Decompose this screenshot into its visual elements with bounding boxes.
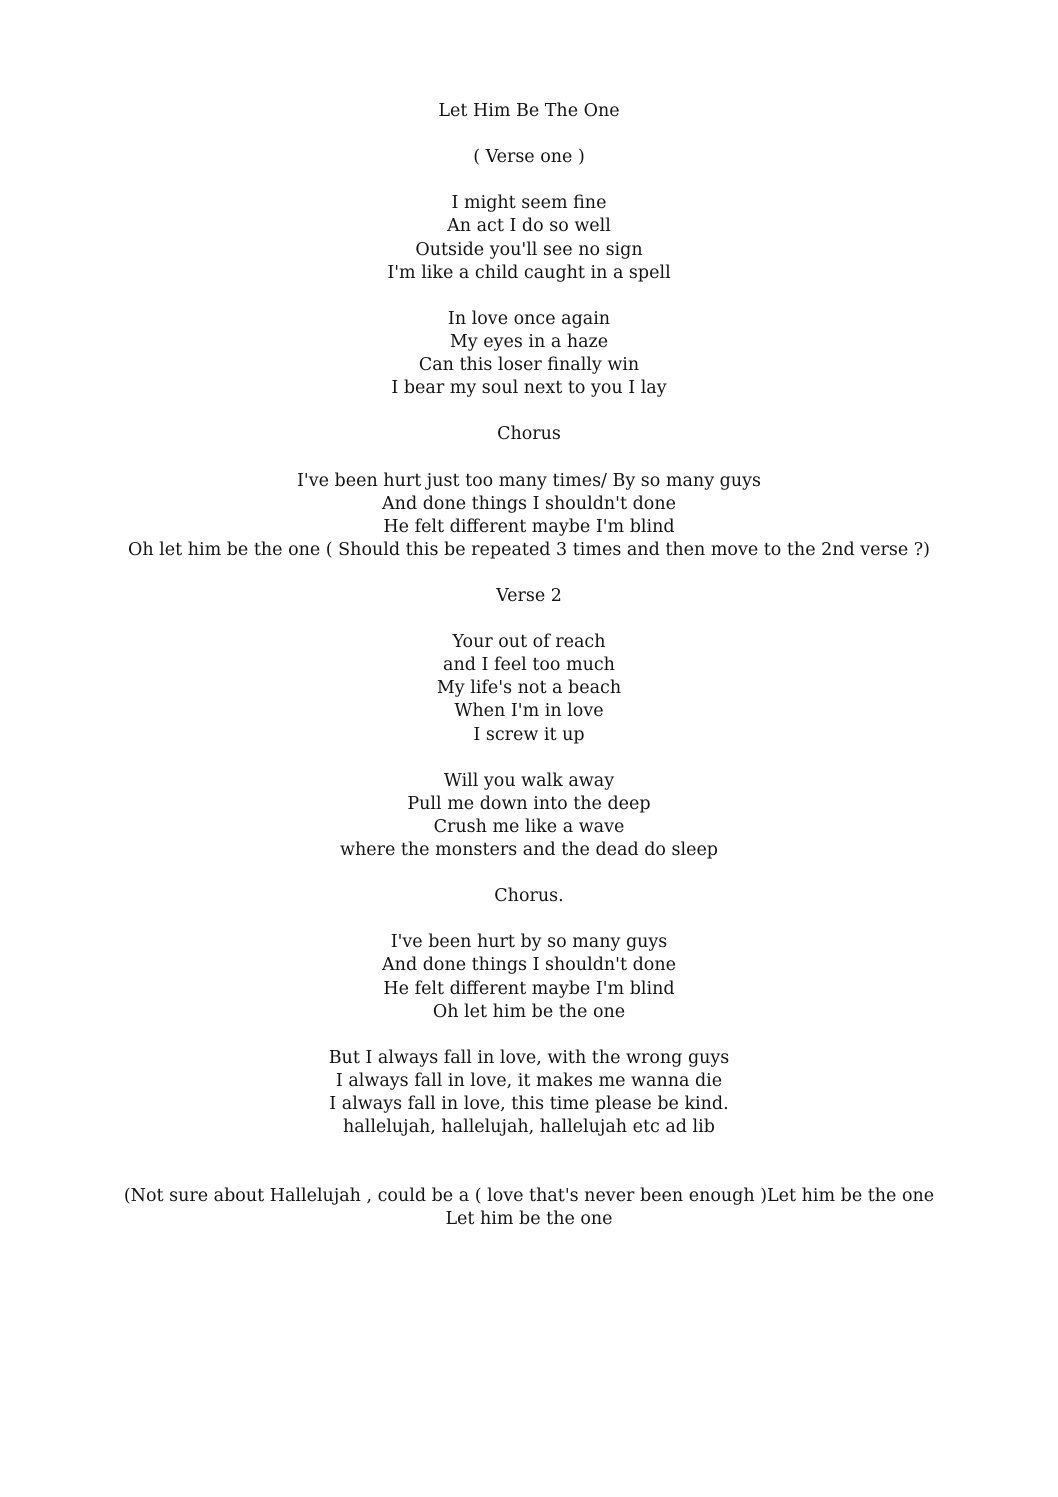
lyric-line: I always fall in love, it makes me wanna die [335,1070,723,1091]
lyric-line: Outside you'll see no sign [415,239,643,260]
section-heading: Chorus. [494,886,564,907]
lyric-line: I've been hurt by so many guys [390,932,668,953]
lyric-line: Can this loser finally win [418,355,640,376]
lyric-line: I've been hurt just too many times/ By so many guys [297,470,761,491]
verse-one-heading [0,146,1058,169]
lyric-line: My life's not a beach [436,678,622,699]
verse-one-stanza-1 [0,192,1058,284]
lyric-line: Oh let him be the one [432,1001,626,1022]
lyrics-text [0,100,1058,1231]
lyric-line: But I always fall in love, with the wrong guys [328,1047,730,1068]
section-heading: ( Verse one ) [473,147,585,168]
lyric-line: hallelujah, hallelujah, hallelujah etc ad lib [343,1117,715,1138]
lyric-line: My eyes in a haze [449,331,609,352]
closing-note [0,1185,1058,1231]
chorus-1 [0,470,1058,562]
song-title-text: Let Him Be The One [438,101,620,121]
lyric-line: Let him be the one [445,1209,613,1230]
chorus-heading-1 [0,423,1058,446]
lyric-line: He felt different maybe I'm blind [383,516,675,537]
lyric-line: When I'm in love [454,701,604,722]
lyric-line: I bear my soul next to you I lay [391,378,667,399]
song-title [0,100,1058,123]
verse-two-stanza-1 [0,631,1058,746]
bridge [0,1047,1058,1139]
lyric-line: In love once again [447,308,611,329]
verse-one-stanza-2 [0,308,1058,400]
lyric-line: I screw it up [473,724,585,745]
lyric-line: Your out of reach [452,632,606,653]
verse-two-heading [0,585,1058,608]
verse-two-stanza-2 [0,770,1058,862]
lyric-line: An act I do so well [447,216,611,237]
lyric-line: I might seem fine [451,193,607,214]
lyric-line: Crush me like a wave [433,816,625,837]
lyric-line: and I feel too much [443,655,615,676]
lyric-line: where the monsters and the dead do sleep [339,840,719,860]
section-heading: Verse 2 [496,585,562,606]
chorus-2 [0,931,1058,1023]
lyric-line: Pull me down into the deep [407,793,651,814]
lyric-line: I always fall in love, this time please be kind. [329,1094,729,1115]
lyric-line: Oh let him be the one ( Should this be repeated 3 times and then move to the 2nd verse ?) [127,539,931,560]
chorus-heading-2 [0,885,1058,908]
lyric-line: And done things I shouldn't done [382,955,676,976]
lyric-line: Will you walk away [443,770,615,791]
lyric-line: (Not sure about Hallelujah , could be a ( love that's never been enough )Let him be the one [123,1186,935,1207]
section-heading: Chorus [497,424,561,445]
lyric-line: He felt different maybe I'm blind [383,978,675,999]
lyric-line: I'm like a child caught in a spell [387,262,671,283]
lyric-line: And done things I shouldn't done [382,493,676,514]
